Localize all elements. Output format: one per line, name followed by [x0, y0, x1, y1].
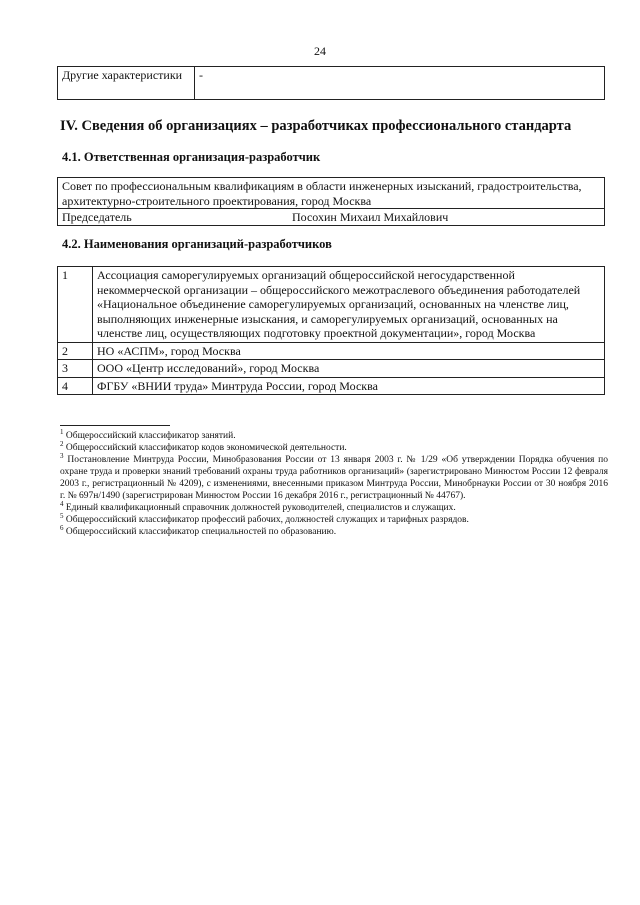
- footnote-mark: 2: [60, 439, 64, 448]
- footnote-text: Общероссийский классификатор специальностей по образованию.: [65, 527, 337, 537]
- footnote-text: Общероссийский классификатор занятий.: [65, 431, 236, 441]
- footnote-separator: [60, 425, 170, 426]
- responsible-org-table: [57, 177, 605, 226]
- chair-label: Председатель: [62, 210, 132, 224]
- footnote-text: Общероссийский классификатор кодов экономической деятельности.: [65, 443, 347, 453]
- table-row: [58, 267, 605, 343]
- developer-name: ООО «Центр исследований», город Москва: [93, 360, 605, 378]
- other-characteristics-table: [57, 66, 605, 100]
- footnote-text: Постановление Минтруда России, Минобразования России от 13 января 2003 г. № 1/29 «Об утверждении Порядка обучения по охране труда и проверки знаний требований охраны труда работников организаций» (зарегистрировано Минюстом России 12 февраля 2003 г., регистрационный № 4209), с изменениями, внесенными приказом Минтруда России, Минобрнауки России от 30 ноября 2016 г. № 697н/1490 (зарегистрирован Минюстом России 16 декабря 2016 г., регистрационный № 44767).: [60, 455, 609, 501]
- footnotes: [60, 427, 609, 538]
- table-row: [58, 67, 605, 100]
- developer-number: 4: [58, 377, 93, 395]
- other-characteristics-value: -: [195, 67, 605, 100]
- other-characteristics-label: Другие характеристики: [58, 67, 195, 100]
- footnote-mark: 3: [60, 451, 64, 460]
- footnote: [60, 511, 608, 526]
- footnote: [60, 439, 608, 454]
- footnote: [60, 523, 608, 538]
- footnote-text: Единый квалификационный справочник должностей руководителей, специалистов и служащих.: [65, 503, 456, 513]
- table-row: [58, 178, 605, 209]
- table-row: [58, 209, 605, 226]
- footnote-mark: 6: [60, 523, 64, 532]
- footnote-text: Общероссийский классификатор профессий рабочих, должностей служащих и тарифных разрядов.: [65, 515, 469, 525]
- responsible-org-name: Совет по профессиональным квалификациям в области инженерных изысканий, градостроительства, архитектурно-строительного проектирования, город Москва: [58, 178, 605, 209]
- developer-name: НО «АСПМ», город Москва: [93, 342, 605, 360]
- section-title: IV. Сведения об организациях – разработчиках профессионального стандарта: [60, 118, 572, 134]
- chair-row: [62, 210, 600, 225]
- developer-name: Ассоциация саморегулируемых организаций общероссийской негосударственной некоммерческой организации – общероссийского межотраслевого объединения работодателей «Национальное объединение саморегулируемых организаций, основанных на членстве лиц, выполняющих инженерные изыскания, и саморегулируемых организаций, основанных на членстве лиц, осуществляющих подготовку проектной документации», город Москва: [93, 267, 605, 343]
- developer-number: 2: [58, 342, 93, 360]
- table-row: [58, 377, 605, 395]
- footnote-mark: 4: [60, 499, 64, 508]
- chair-name: Посохин Михаил Михайлович: [292, 210, 449, 224]
- developer-name: ФГБУ «ВНИИ труда» Минтруда России, город Москва: [93, 377, 605, 395]
- developers-heading: 4.2. Наименования организаций-разработчиков: [62, 237, 332, 251]
- responsible-org-heading: 4.1. Ответственная организация-разработчик: [62, 150, 321, 164]
- footnote: [60, 499, 608, 514]
- footnote: [60, 451, 609, 502]
- table-row: [58, 342, 605, 360]
- footnote-mark: 5: [60, 511, 64, 520]
- footnote-mark: 1: [60, 427, 64, 436]
- developers-table: [57, 266, 605, 395]
- page-number: 24: [314, 44, 326, 58]
- developer-number: 1: [58, 267, 93, 343]
- table-row: [58, 360, 605, 378]
- developer-number: 3: [58, 360, 93, 378]
- footnote: [60, 427, 608, 442]
